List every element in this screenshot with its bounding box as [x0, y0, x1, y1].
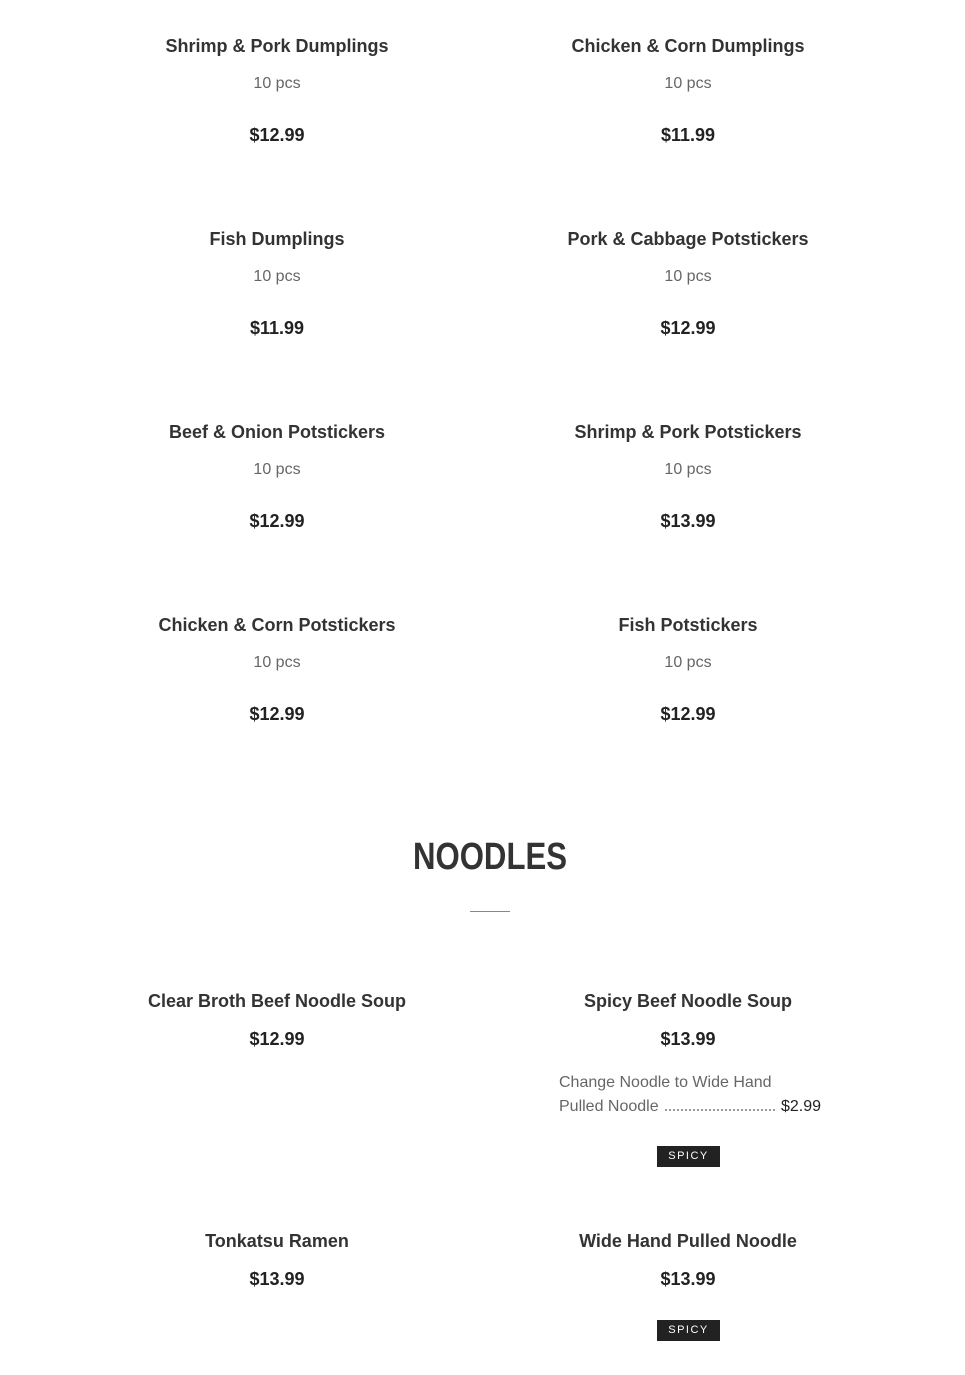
- item-name: Chicken & Corn Potstickers: [158, 615, 396, 635]
- menu-item: [127, 228, 427, 339]
- item-description: 10 pcs: [664, 268, 712, 285]
- item-price: $13.99: [660, 511, 716, 531]
- spicy-badge: SPICY: [657, 1146, 720, 1167]
- spicy-badge: SPICY: [657, 1320, 720, 1341]
- item-description: 10 pcs: [253, 268, 301, 285]
- menu-item: [127, 1230, 427, 1290]
- item-name: Shrimp & Pork Potstickers: [574, 422, 802, 442]
- item-price: $12.99: [249, 1029, 305, 1049]
- item-name: Beef & Onion Potstickers: [168, 422, 386, 442]
- item-price: $12.99: [660, 318, 716, 338]
- item-description: 10 pcs: [253, 75, 301, 92]
- item-name: Clear Broth Beef Noodle Soup: [147, 991, 407, 1011]
- item-price: $13.99: [660, 1269, 716, 1289]
- item-name: Pork & Cabbage Potstickers: [567, 229, 809, 249]
- item-price: $11.99: [249, 318, 305, 338]
- item-price: $13.99: [249, 1269, 305, 1289]
- menu-item: [538, 228, 838, 339]
- section-title: NOODLES: [412, 836, 568, 878]
- item-name: Wide Hand Pulled Noodle: [579, 1231, 797, 1251]
- item-description: 10 pcs: [253, 461, 301, 478]
- menu-item: [127, 421, 427, 532]
- item-price: $12.99: [249, 704, 305, 724]
- item-description: 10 pcs: [664, 75, 712, 92]
- item-description: 10 pcs: [253, 654, 301, 671]
- menu-item: [538, 35, 838, 146]
- addon-row: [559, 1095, 821, 1119]
- item-name: Spicy Beef Noodle Soup: [583, 991, 793, 1011]
- addon-price: $2.99: [780, 1098, 821, 1115]
- item-addon-option: [559, 1071, 821, 1119]
- item-price: $12.99: [249, 511, 305, 531]
- menu-item: [127, 990, 427, 1050]
- menu-item: [538, 990, 838, 1050]
- section-divider: [470, 911, 510, 912]
- addon-label-line1: Change Noodle to Wide Hand: [559, 1074, 772, 1091]
- addon-label-line2: Pulled Noodle: [559, 1098, 659, 1115]
- item-price: $13.99: [660, 1029, 716, 1049]
- item-name: Fish Dumplings: [209, 229, 345, 249]
- menu-item: [538, 421, 838, 532]
- item-name: Fish Potstickers: [618, 615, 758, 635]
- menu-item: [127, 614, 427, 725]
- item-price: $12.99: [249, 125, 305, 145]
- menu-item: [127, 35, 427, 146]
- dot-leader: [665, 1109, 775, 1111]
- item-price: $11.99: [660, 125, 716, 145]
- menu-item: [538, 614, 838, 725]
- item-description: 10 pcs: [664, 654, 712, 671]
- item-name: Chicken & Corn Dumplings: [571, 36, 805, 56]
- item-price: $12.99: [660, 704, 716, 724]
- menu-item: [538, 1230, 838, 1290]
- item-name: Tonkatsu Ramen: [205, 1231, 349, 1251]
- item-description: 10 pcs: [664, 461, 712, 478]
- item-name: Shrimp & Pork Dumplings: [165, 36, 389, 56]
